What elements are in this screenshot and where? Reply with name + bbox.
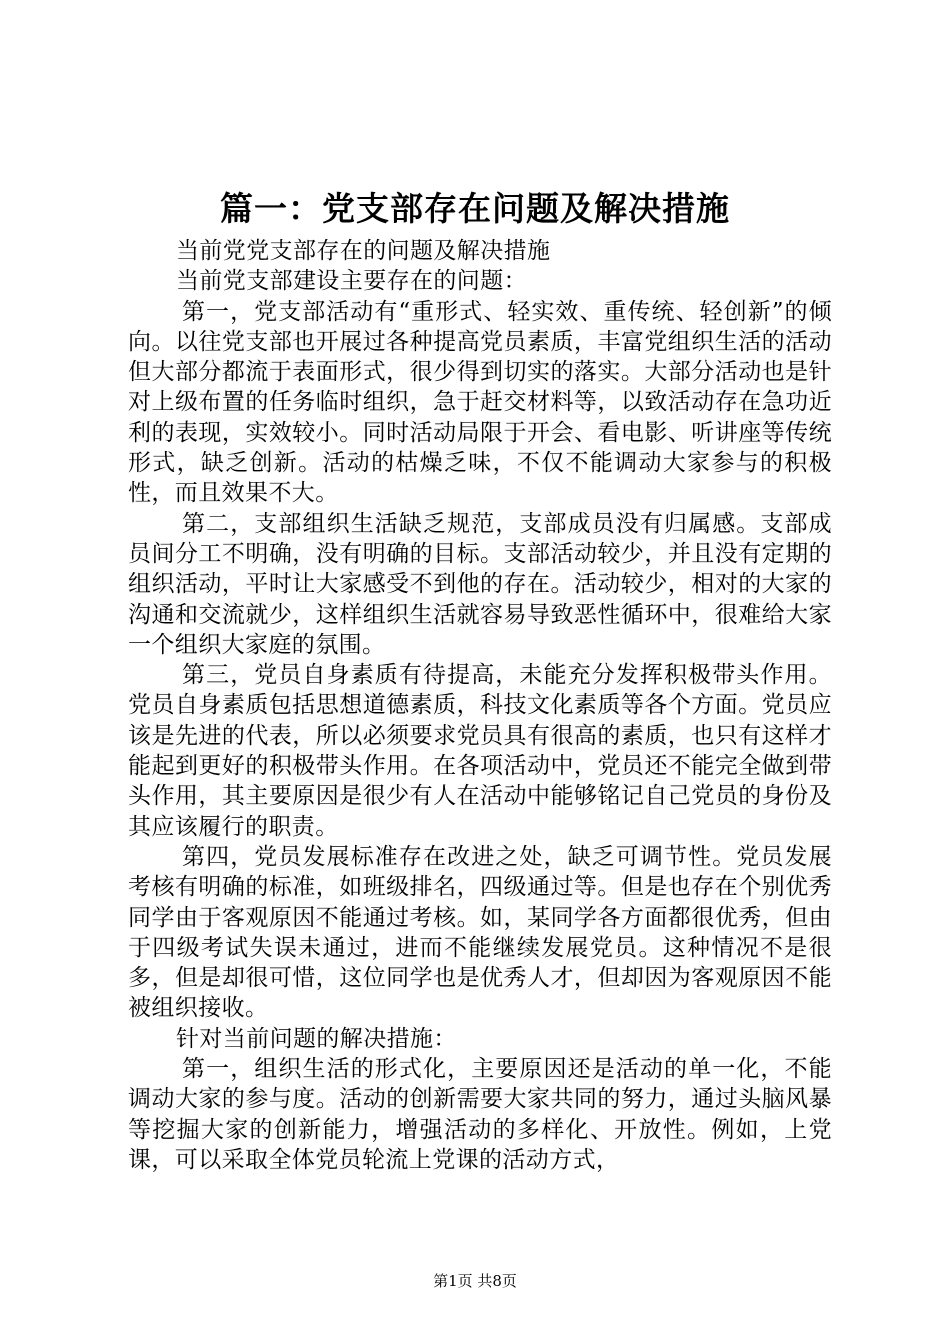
paragraph-solutions-heading: 针对当前问题的解决措施：: [176, 1025, 457, 1052]
paragraph-problem-4: 第四，党员发展标准存在改进之处，缺乏可调节性。党员发展考核有明确的标准，如班级排名，四级通过等。但是也存在个别优秀同学由于客观原因不能通过考核。如，某同学各方面都很优秀，但由于四级考试失误未通过，进而不能继续发展党员。这种情况不是很多，但是却很可惜，这位同学也是优秀人才，但却因为客观原因不能被组织接收。: [128, 843, 832, 1022]
paragraph-problems-heading: 当前党支部建设主要存在的问题：: [176, 268, 527, 295]
paragraph-problem-2: 第二，支部组织生活缺乏规范，支部成员没有归属感。支部成员间分工不明确，没有明确的目标。支部活动较少，并且没有定期的组织活动，平时让大家感受不到他的存在。活动较少，相对的大家的沟通和交流就少，这样组织生活就容易导致恶性循环中，很难给大家一个组织大家庭的氛围。: [128, 510, 832, 658]
paragraph-problem-3: 第三，党员自身素质有待提高，未能充分发挥积极带头作用。党员自身素质包括思想道德素质，科技文化素质等各个方面。党员应该是先进的代表，所以必须要求党员具有很高的素质，也只有这样才能起到更好的积极带头作用。在各项活动中，党员还不能完全做到带头作用，其主要原因是很少有人在活动中能够铭记自己党员的身份及其应该履行的职责。: [128, 662, 832, 840]
paragraph-solution-1: 第一，组织生活的形式化，主要原因还是活动的单一化，不能调动大家的参与度。活动的创新需要大家共同的努力，通过头脑风暴等挖掘大家的创新能力，增强活动的多样化、开放性。例如，上党课，可以采取全体党员轮流上党课的活动方式，: [128, 1056, 832, 1173]
page-footer: 第1页 共8页: [433, 1272, 517, 1290]
paragraph-problem-1: 第一，党支部活动有“重形式、轻实效、重传统、轻创新”的倾向。以往党支部也开展过各种提高党员素质，丰富党组织生活的活动但大部分都流于表面形式，很少得到切实的落实。大部分活动也是针对上级布置的任务临时组织，急于赶交材料等，以致活动存在急功近利的表现，实效较小。同时活动局限于开会、看电影、听讲座等传统形式，缺乏创新。活动的枯燥乏味，不仅不能调动大家参与的积极性，而且效果不大。: [128, 298, 832, 507]
document-body: [128, 236, 832, 1175]
paragraph-subtitle: 当前党党支部存在的问题及解决措施: [176, 238, 551, 264]
document-title: 篇一：党支部存在问题及解决措施: [220, 189, 730, 228]
